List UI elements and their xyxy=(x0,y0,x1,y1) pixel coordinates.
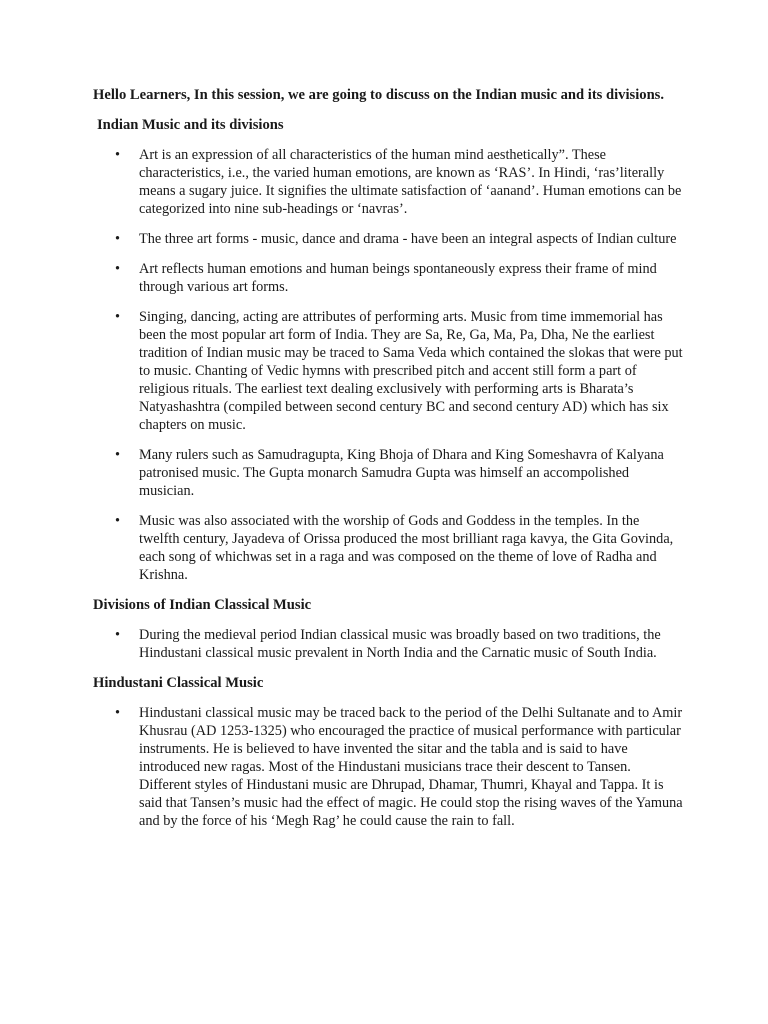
bullet-icon: • xyxy=(115,147,121,163)
list-item-text: Singing, dancing, acting are attributes of performing arts. Music from time immemorial has been the most popular art form of India. They are Sa, Re, Ga, Ma, Pa, Dha, Ne the earliest tradition of Indian music may be traced to Sama Veda which contained the slokas that were put to music. Chanting of Vedic hymns with prescribed pitch and accent still form a part of religious rituals. The earliest text dealing exclusively with performing arts is Bharata’s Natyashashtra (compiled between second century BC and second century AD) which has six chapters on music. xyxy=(139,309,683,433)
bullet-icon: • xyxy=(115,231,121,247)
bullet-icon: • xyxy=(115,447,121,463)
list-item xyxy=(93,308,683,434)
list-item-text: The three art forms - music, dance and drama - have been an integral aspects of Indian culture xyxy=(139,231,677,247)
list-item-text: Art is an expression of all characteristics of the human mind aesthetically”. These characteristics, i.e., the varied human emotions, are known as ‘RAS’. In Hindi, ‘ras’literally means a sugary juice. It signifies the ultimate satisfaction of ‘aanand’. Human emotions can be categorized into nine sub-headings or ‘navras’. xyxy=(139,147,682,217)
list-item xyxy=(93,446,683,500)
intro-paragraph: Hello Learners, In this session, we are going to discuss on the Indian music and its divisions. xyxy=(93,87,665,103)
list-item-text: Art reflects human emotions and human beings spontaneously express their frame of mind through various art forms. xyxy=(139,261,657,295)
section-heading-indian-music: Indian Music and its divisions xyxy=(97,117,284,133)
section-heading-hindustani: Hindustani Classical Music xyxy=(93,675,264,691)
list-item xyxy=(93,230,683,248)
bullet-list-hindustani xyxy=(93,704,683,830)
list-item xyxy=(93,512,683,584)
list-item-text: Hindustani classical music may be traced back to the period of the Delhi Sultanate and to Amir Khusrau (AD 1253-1325) who encouraged the practice of musical performance with particular instruments. He is believed to have invented the sitar and the tabla and is said to have introduced new ragas. Most of the Hindustani musicians trace their descent to Tansen. Different styles of Hindustani music are Dhrupad, Dhamar, Thumri, Khayal and Tappa. It is said that Tansen’s music had the effect of magic. He could stop the rising waves of the Yamuna and by the force of his ‘Megh Rag’ he could cause the rain to fall. xyxy=(139,705,683,829)
bullet-icon: • xyxy=(115,705,121,721)
list-item xyxy=(93,626,683,662)
bullet-icon: • xyxy=(115,309,121,325)
document-page xyxy=(93,86,683,842)
list-item-text: Many rulers such as Samudragupta, King Bhoja of Dhara and King Someshavra of Kalyana patronised music. The Gupta monarch Samudra Gupta was himself an accompolished musician. xyxy=(139,447,664,499)
list-item xyxy=(93,260,683,296)
bullet-list-indian-music xyxy=(93,146,683,584)
list-item-text: During the medieval period Indian classical music was broadly based on two traditions, the Hindustani classical music prevalent in North India and the Carnatic music of South India. xyxy=(139,627,661,661)
list-item-text: Music was also associated with the worship of Gods and Goddess in the temples. In the twelfth century, Jayadeva of Orissa produced the most brilliant raga kavya, the Gita Govinda, each song of whichwas set in a raga and was composed on the theme of love of Radha and Krishna. xyxy=(139,513,674,583)
bullet-icon: • xyxy=(115,261,121,277)
section-heading-divisions: Divisions of Indian Classical Music xyxy=(93,597,312,613)
list-item xyxy=(93,704,683,830)
list-item xyxy=(93,146,683,218)
bullet-icon: • xyxy=(115,627,121,643)
bullet-list-divisions xyxy=(93,626,683,662)
bullet-icon: • xyxy=(115,513,121,529)
